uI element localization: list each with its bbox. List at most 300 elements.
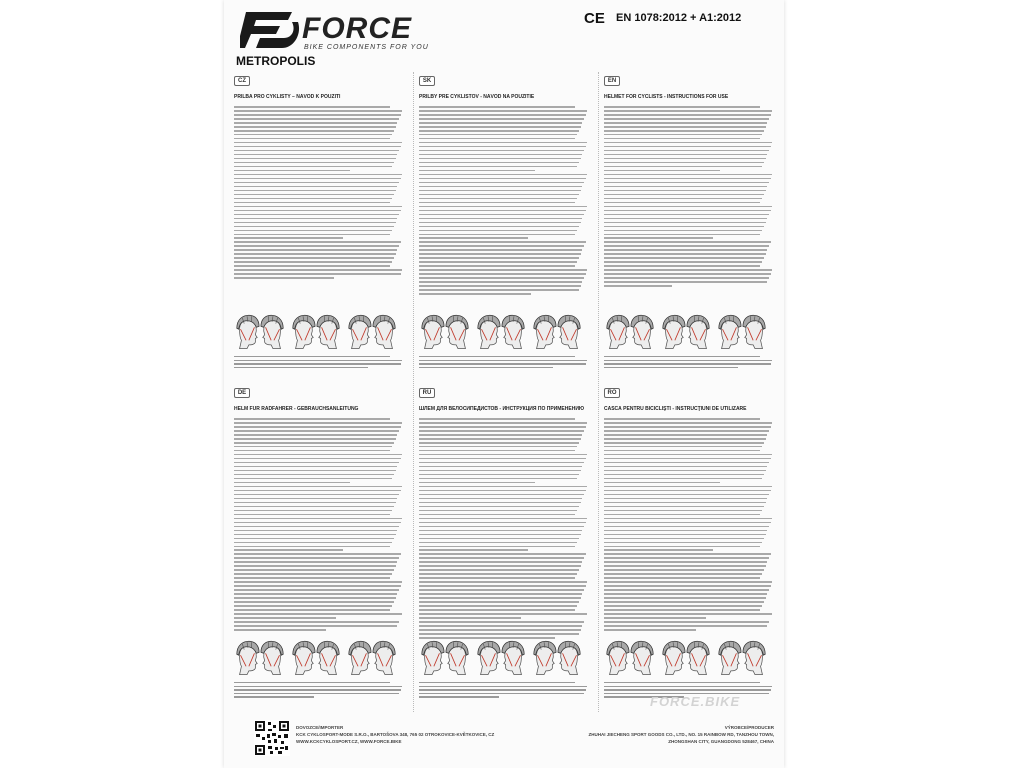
text-line xyxy=(234,609,390,611)
text-line xyxy=(604,549,713,551)
text-line xyxy=(604,470,766,472)
text-line xyxy=(419,214,584,216)
text-line xyxy=(419,581,587,583)
text-line xyxy=(419,222,581,224)
text-line xyxy=(604,194,764,196)
standard-label: EN 1078:2012 + A1:2012 xyxy=(616,12,742,24)
text-line xyxy=(234,625,397,627)
illustration-caption xyxy=(234,356,404,370)
text-line xyxy=(419,510,577,512)
text-line xyxy=(419,577,575,579)
qr-code-icon xyxy=(254,720,290,756)
text-line xyxy=(604,581,772,583)
text-line xyxy=(604,454,772,456)
text-line xyxy=(604,273,771,275)
text-line xyxy=(419,450,575,452)
text-line xyxy=(234,629,326,631)
producer-address-1: ZHUHAI JIECHENG SPORT GOODS CO., LTD., NO. 15 RAINBOW RD, TANZHOU TOWN, xyxy=(588,732,774,737)
text-line xyxy=(604,617,706,619)
text-line xyxy=(234,418,390,420)
text-line xyxy=(234,682,390,683)
text-line xyxy=(419,438,581,440)
text-line xyxy=(234,130,394,132)
text-line xyxy=(604,474,764,476)
text-line xyxy=(419,494,584,496)
text-line xyxy=(604,245,769,247)
text-line xyxy=(234,150,399,152)
section-ro xyxy=(602,384,776,704)
text-line xyxy=(604,106,760,108)
text-line xyxy=(419,285,581,287)
text-line xyxy=(234,218,397,220)
text-line xyxy=(604,237,713,239)
text-line xyxy=(604,241,771,243)
helmet-head-icon xyxy=(531,638,557,676)
helmet-head-icon xyxy=(419,312,445,350)
language-badge: CZ xyxy=(234,76,250,86)
text-line xyxy=(234,198,392,200)
text-line xyxy=(419,486,587,488)
text-line xyxy=(419,422,587,424)
language-badge: RU xyxy=(419,388,435,398)
text-line xyxy=(604,502,766,504)
text-line xyxy=(234,134,392,136)
text-line xyxy=(234,534,396,536)
text-line xyxy=(604,466,767,468)
text-line xyxy=(604,686,772,687)
body-text-block xyxy=(604,418,774,633)
text-line xyxy=(234,573,392,575)
text-line xyxy=(234,210,401,212)
helmet-head-icon xyxy=(234,312,260,350)
text-line xyxy=(419,293,531,295)
text-line xyxy=(604,249,767,251)
text-line xyxy=(604,462,769,464)
text-line xyxy=(419,418,575,420)
text-line xyxy=(234,174,402,176)
text-line xyxy=(419,158,581,160)
text-line xyxy=(419,110,587,112)
text-line xyxy=(234,585,401,587)
text-line xyxy=(419,625,582,627)
text-line xyxy=(419,277,584,279)
text-line xyxy=(419,589,584,591)
text-line xyxy=(419,506,579,508)
text-line xyxy=(234,553,401,555)
text-line xyxy=(419,198,577,200)
text-line xyxy=(604,506,764,508)
text-line xyxy=(234,470,396,472)
text-line xyxy=(419,585,586,587)
importer-info xyxy=(296,724,496,745)
text-line xyxy=(419,597,581,599)
section-de xyxy=(232,384,406,704)
producer-info xyxy=(524,724,774,745)
section-title: ШЛЕМ ДЛЯ ВЕЛОСИПЕДИСТОВ - ИНСТРУКЦИЯ ПО ПРИМЕНЕНИЮ xyxy=(419,406,585,412)
text-line xyxy=(419,142,587,144)
text-line xyxy=(419,605,577,607)
text-line xyxy=(234,426,401,428)
text-line xyxy=(234,146,401,148)
text-line xyxy=(419,601,579,603)
sections-row-top xyxy=(224,72,784,382)
text-line xyxy=(604,226,764,228)
text-line xyxy=(234,154,397,156)
text-line xyxy=(604,434,767,436)
text-line xyxy=(419,490,586,492)
helmet-head-icon xyxy=(475,312,501,350)
helmet-head-icon xyxy=(372,312,398,350)
language-badge: DE xyxy=(234,388,250,398)
text-line xyxy=(604,230,762,232)
helmet-head-icon xyxy=(372,638,398,676)
text-line xyxy=(419,561,582,563)
text-line xyxy=(234,178,401,180)
text-line xyxy=(234,438,396,440)
helmet-head-icon xyxy=(445,638,471,676)
illustration-caption xyxy=(234,682,404,700)
text-line xyxy=(234,142,402,144)
sections-row-bottom xyxy=(224,384,784,704)
text-line xyxy=(604,418,760,420)
text-line xyxy=(419,430,584,432)
text-line xyxy=(234,237,343,239)
text-line xyxy=(604,170,720,172)
text-line xyxy=(234,182,399,184)
text-line xyxy=(604,450,760,452)
text-line xyxy=(234,613,402,615)
text-line xyxy=(604,118,769,120)
text-line xyxy=(419,426,586,428)
text-line xyxy=(419,206,587,208)
helmet-head-icon xyxy=(686,312,712,350)
helmet-head-icon xyxy=(630,638,656,676)
text-line xyxy=(604,154,767,156)
helmet-head-icon xyxy=(419,638,445,676)
text-line xyxy=(419,557,584,559)
text-line xyxy=(419,138,575,140)
text-line xyxy=(419,210,586,212)
brand-tagline: BIKE COMPONENTS FOR YOU xyxy=(304,44,429,51)
text-line xyxy=(604,494,769,496)
helmet-head-icon xyxy=(234,638,260,676)
text-line xyxy=(604,534,766,536)
text-line xyxy=(234,557,399,559)
text-line xyxy=(419,546,575,548)
text-line xyxy=(234,138,390,140)
helmet-head-icon xyxy=(686,638,712,676)
ce-mark: CE xyxy=(584,10,605,27)
text-line xyxy=(234,249,397,251)
text-line xyxy=(234,502,396,504)
text-line xyxy=(419,170,535,172)
helmet-head-icon xyxy=(660,312,686,350)
text-line xyxy=(419,253,581,255)
illustration-caption xyxy=(419,682,589,700)
section-sk xyxy=(417,72,591,382)
text-line xyxy=(419,234,575,236)
text-line xyxy=(234,593,397,595)
text-line xyxy=(604,146,771,148)
text-line xyxy=(234,478,392,480)
text-line xyxy=(604,142,772,144)
helmet-head-icon xyxy=(716,638,742,676)
text-line xyxy=(234,494,399,496)
text-line xyxy=(604,186,767,188)
section-title: PŘILBA PRO CYKLISTY – NÁVOD K POUŽITÍ xyxy=(234,94,341,100)
importer-title: DOVOZCE/IMPORTER xyxy=(296,725,344,730)
text-line xyxy=(419,682,575,683)
text-line xyxy=(234,206,402,208)
helmet-head-icon xyxy=(660,638,686,676)
text-line xyxy=(604,130,764,132)
text-line xyxy=(419,569,579,571)
helmet-head-icon xyxy=(501,638,527,676)
text-line xyxy=(234,486,402,488)
text-line xyxy=(234,241,401,243)
text-line xyxy=(234,190,396,192)
text-line xyxy=(419,202,575,204)
text-line xyxy=(419,166,577,168)
text-line xyxy=(234,569,394,571)
body-text-block xyxy=(419,418,589,641)
text-line xyxy=(419,241,586,243)
text-line xyxy=(604,625,767,627)
text-line xyxy=(234,273,401,275)
text-line xyxy=(604,158,766,160)
text-line xyxy=(604,190,766,192)
helmet-head-icon xyxy=(630,312,656,350)
text-line xyxy=(419,230,577,232)
text-line xyxy=(419,269,587,271)
text-line xyxy=(604,613,772,615)
text-line xyxy=(419,261,577,263)
text-line xyxy=(419,534,581,536)
text-line xyxy=(604,573,762,575)
text-line xyxy=(234,518,402,520)
text-line xyxy=(604,210,771,212)
text-line xyxy=(419,249,582,251)
text-line xyxy=(234,277,334,279)
text-line xyxy=(419,182,584,184)
body-text-block xyxy=(234,418,404,633)
text-line xyxy=(419,106,575,108)
helmet-fitting-illustrations xyxy=(234,634,404,682)
importer-address: KCK CYKLOSPORT-MODE S.R.O., BARTOŠOVA 348, 765 02 OTROKOVICE-KVĚTKOVICE, CZ xyxy=(296,732,495,737)
text-line xyxy=(234,542,392,544)
text-line xyxy=(419,629,581,631)
text-line xyxy=(604,546,760,548)
text-line xyxy=(419,518,587,520)
helmet-fitting-illustrations xyxy=(419,308,589,356)
text-line xyxy=(604,265,760,267)
text-line xyxy=(419,363,586,364)
text-line xyxy=(604,422,772,424)
text-line xyxy=(419,356,575,357)
text-line xyxy=(604,522,771,524)
illustration-caption xyxy=(419,356,589,370)
text-line xyxy=(234,110,402,112)
text-line xyxy=(234,693,399,694)
text-line xyxy=(234,605,392,607)
text-line xyxy=(234,118,399,120)
text-line xyxy=(419,686,587,687)
text-line xyxy=(604,122,767,124)
text-line xyxy=(604,601,764,603)
text-line xyxy=(234,565,396,567)
text-line xyxy=(234,367,368,368)
text-line xyxy=(234,621,399,623)
text-line xyxy=(234,601,394,603)
helmet-fitting-illustrations xyxy=(234,308,404,356)
text-line xyxy=(604,214,769,216)
text-line xyxy=(604,285,672,287)
section-title: CASCĂ PENTRU BICICLIŞTI - INSTRUCŢIUNI DE UTILIZARE xyxy=(604,406,747,412)
text-line xyxy=(604,538,764,540)
text-line xyxy=(419,458,586,460)
text-line xyxy=(604,561,767,563)
text-line xyxy=(419,245,584,247)
text-line xyxy=(234,577,390,579)
text-line xyxy=(234,526,399,528)
text-line xyxy=(419,538,579,540)
helmet-head-icon xyxy=(604,312,630,350)
text-line xyxy=(234,226,394,228)
helmet-head-icon xyxy=(742,638,768,676)
text-line xyxy=(604,281,767,283)
helmet-head-icon xyxy=(260,638,286,676)
instruction-sheet xyxy=(224,0,784,768)
text-line xyxy=(234,530,397,532)
text-line xyxy=(419,134,577,136)
text-line xyxy=(604,605,762,607)
text-line xyxy=(419,526,584,528)
helmet-head-icon xyxy=(445,312,471,350)
text-line xyxy=(234,686,402,687)
text-line xyxy=(604,430,769,432)
text-line xyxy=(234,589,399,591)
helmet-fitting-illustrations xyxy=(604,634,774,682)
text-line xyxy=(604,682,760,683)
text-line xyxy=(234,253,396,255)
section-title: HELMET FOR CYCLISTS - INSTRUCTIONS FOR USE xyxy=(604,94,729,100)
text-line xyxy=(604,426,771,428)
body-text-block xyxy=(419,106,589,297)
text-line xyxy=(234,462,399,464)
text-line xyxy=(604,542,762,544)
language-badge: RO xyxy=(604,388,620,398)
helmet-head-icon xyxy=(716,312,742,350)
helmet-head-icon xyxy=(316,638,342,676)
text-line xyxy=(419,190,581,192)
text-line xyxy=(234,689,401,690)
text-line xyxy=(604,367,738,368)
illustration-caption xyxy=(604,356,774,370)
text-line xyxy=(419,696,499,697)
text-line xyxy=(419,237,528,239)
text-line xyxy=(234,261,392,263)
text-line xyxy=(234,466,397,468)
section-title: PRILBY PRE CYKLISTOV - NÁVOD NA POUŽITIE xyxy=(419,94,535,100)
text-line xyxy=(234,170,350,172)
text-line xyxy=(419,514,575,516)
helmet-head-icon xyxy=(290,312,316,350)
text-line xyxy=(234,506,394,508)
text-line xyxy=(234,546,390,548)
text-line xyxy=(419,174,587,176)
text-line xyxy=(234,114,401,116)
text-line xyxy=(234,490,401,492)
text-line xyxy=(419,549,528,551)
text-line xyxy=(234,422,402,424)
helmet-head-icon xyxy=(501,312,527,350)
text-line xyxy=(604,363,771,364)
helmet-head-icon xyxy=(604,638,630,676)
text-line xyxy=(234,363,401,364)
text-line xyxy=(604,234,760,236)
text-line xyxy=(604,565,766,567)
text-line xyxy=(604,446,762,448)
text-line xyxy=(234,450,390,452)
helmet-fitting-illustrations xyxy=(419,634,589,682)
text-line xyxy=(419,617,521,619)
language-badge: SK xyxy=(419,76,435,86)
helmet-head-icon xyxy=(742,312,768,350)
force-logo xyxy=(240,8,440,54)
text-line xyxy=(419,474,579,476)
helmet-head-icon xyxy=(475,638,501,676)
text-line xyxy=(234,214,399,216)
helmet-head-icon xyxy=(316,312,342,350)
text-line xyxy=(604,609,760,611)
text-line xyxy=(604,174,772,176)
model-name: METROPOLIS xyxy=(236,54,316,68)
text-line xyxy=(604,126,766,128)
text-line xyxy=(234,474,394,476)
text-line xyxy=(419,367,553,368)
text-line xyxy=(604,218,767,220)
helmet-fitting-illustrations xyxy=(604,308,774,356)
text-line xyxy=(419,454,587,456)
text-line xyxy=(604,202,760,204)
text-line xyxy=(604,110,772,112)
text-line xyxy=(234,222,396,224)
text-line xyxy=(604,269,772,271)
text-line xyxy=(419,150,584,152)
text-line xyxy=(234,230,392,232)
text-line xyxy=(604,589,769,591)
text-line xyxy=(419,482,535,484)
text-line xyxy=(234,482,350,484)
text-line xyxy=(604,514,760,516)
text-line xyxy=(419,621,584,623)
text-line xyxy=(234,162,394,164)
text-line xyxy=(604,478,762,480)
text-line xyxy=(419,609,575,611)
text-line xyxy=(419,360,587,361)
text-line xyxy=(419,226,579,228)
text-line xyxy=(419,498,582,500)
text-line xyxy=(604,257,764,259)
text-line xyxy=(234,514,390,516)
text-line xyxy=(234,269,402,271)
text-line xyxy=(604,442,764,444)
text-line xyxy=(419,273,586,275)
text-line xyxy=(234,265,390,267)
text-line xyxy=(604,689,771,690)
text-line xyxy=(604,557,769,559)
text-line xyxy=(234,257,394,259)
